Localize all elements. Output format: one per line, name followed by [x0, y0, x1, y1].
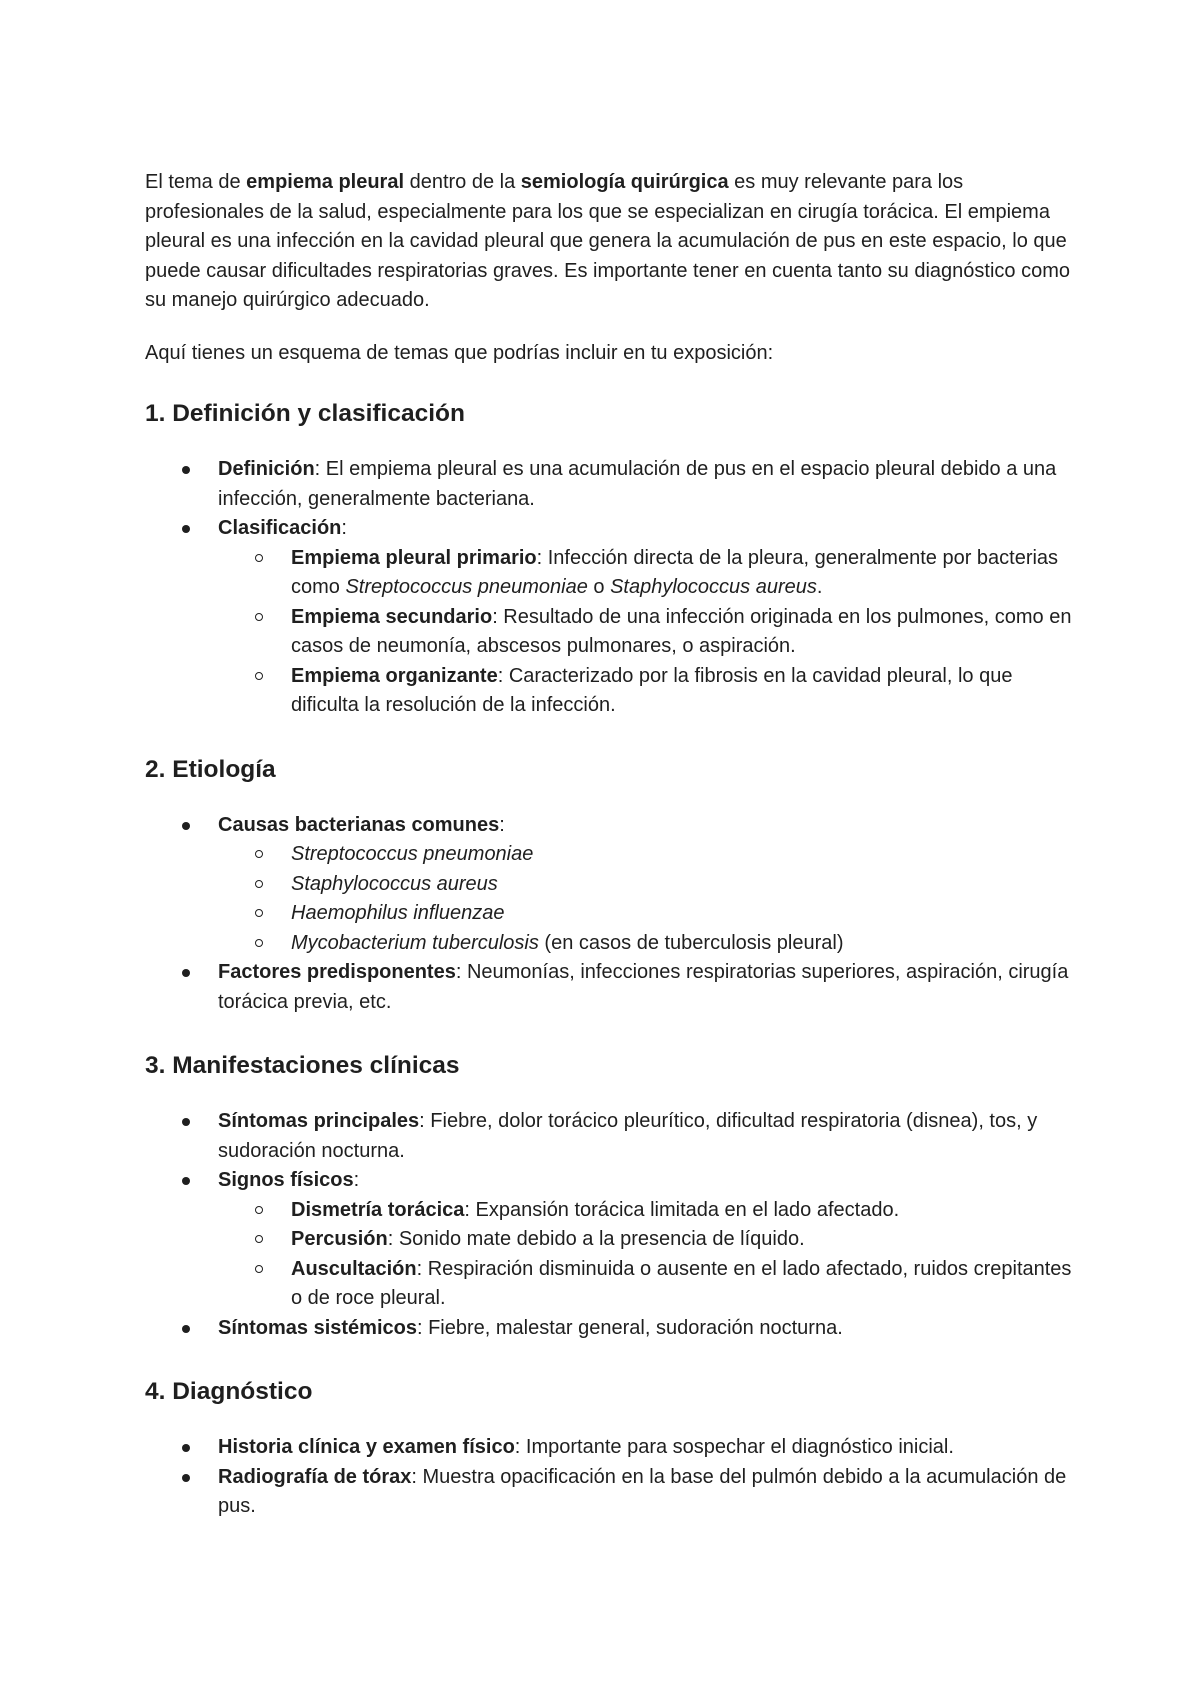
bullet-list — [145, 1433, 1075, 1522]
intro-bold-term: semiología quirúrgica — [520, 171, 729, 193]
bullet-list — [145, 811, 1075, 1018]
item-label: Empiema organizante — [291, 664, 498, 687]
section-heading-definicion: 1. Definición y clasificación — [145, 400, 465, 427]
intro-text: El tema de — [145, 171, 247, 193]
item-text: : Respiración disminuida o ausente en el lado afectado, ruidos crepitantes o de roce pleural. — [291, 1257, 1072, 1309]
item-label: Definición — [218, 458, 315, 480]
list-item — [218, 1463, 1075, 1522]
item-text: o — [587, 576, 611, 598]
sub-list-item — [291, 1196, 1075, 1226]
item-text: : Muestra opacificación en la base del pulmón debido a la acumulación de pus. — [218, 1465, 1067, 1517]
item-text: : — [341, 517, 347, 539]
item-label: Empiema secundario — [291, 605, 493, 628]
sub-list-item — [291, 662, 1075, 721]
sub-list — [218, 1196, 1075, 1314]
item-label: Auscultación — [291, 1257, 417, 1280]
bullet-list — [145, 1107, 1075, 1343]
item-text: : El empiema pleural es una acumulación de pus en el espacio pleural debido a una infección, generalmente bacteriana. — [218, 458, 1057, 510]
sub-list-item — [291, 840, 1075, 870]
item-text: : Sonido mate debido a la presencia de líquido. — [387, 1228, 805, 1250]
item-italic: Staphylococcus aureus — [291, 872, 498, 895]
item-italic: Streptococcus pneumoniae — [291, 843, 534, 865]
item-text: : Resultado de una infección originada en los pulmones, como en casos de neumonía, abscesos pulmonares, o aspiración. — [291, 605, 1072, 657]
section-heading-manifestaciones: 3. Manifestaciones clínicas — [145, 1052, 460, 1079]
section-heading-etiologia: 2. Etiología — [145, 755, 276, 783]
item-label: Síntomas sistémicos — [218, 1316, 417, 1339]
item-text: : Neumonías, infecciones respiratorias superiores, aspiración, cirugía torácica previa, etc. — [218, 961, 1069, 1013]
item-text: : Fiebre, malestar general, sudoración nocturna. — [416, 1316, 843, 1339]
intro-bold-term: empiema pleural — [246, 171, 405, 193]
item-text: : Infección directa de la pleura, generalmente por bacterias como — [291, 546, 1059, 598]
item-text: : Importante para sospechar el diagnóstico inicial. — [514, 1436, 954, 1458]
item-label: Historia clínica y examen físico — [218, 1436, 515, 1458]
sub-list-item — [291, 544, 1075, 603]
item-label: Empiema pleural primario — [291, 546, 537, 569]
item-label: Radiografía de tórax — [218, 1465, 412, 1488]
intro-text: dentro de la — [404, 171, 521, 193]
list-item — [218, 1433, 1075, 1463]
bullet-list — [145, 455, 1075, 721]
document-body — [145, 168, 1075, 1522]
list-item — [218, 1107, 1075, 1166]
item-label: Percusión — [291, 1228, 388, 1250]
item-label: Síntomas principales — [218, 1110, 420, 1132]
list-item — [218, 1314, 1075, 1344]
list-item — [218, 811, 1075, 959]
item-text: : — [353, 1169, 360, 1191]
item-text: : Caracterizado por la fibrosis en la cavidad pleural, lo que dificulta la resolución de la infección. — [291, 664, 1013, 716]
item-text: : Expansión torácica limitada en el lado afectado. — [464, 1198, 900, 1221]
item-text: . — [816, 576, 823, 598]
list-item — [218, 514, 1075, 721]
list-item — [218, 1166, 1075, 1314]
item-label: Signos físicos — [218, 1169, 354, 1191]
item-text: : — [499, 813, 505, 836]
sub-list — [218, 544, 1075, 721]
item-label: Clasificación — [218, 517, 342, 539]
intro-text: es muy relevante para los profesionales de la salud, especialmente para los que se especializan en cirugía torácica. El empiema pleural es una infección en la cavidad pleural que genera la acumulación de pus en este espacio, lo que puede causar dificultades respiratorias graves. Es importante tener en cuenta tanto su diagnóstico como su manejo quirúrgico adecuado. — [145, 171, 1070, 311]
sub-list-item — [291, 603, 1075, 662]
sub-list-item — [291, 870, 1075, 900]
item-italic: Streptococcus pneumoniae — [345, 576, 588, 598]
item-label: Factores predisponentes — [218, 961, 456, 983]
sub-list-item — [291, 1225, 1075, 1255]
sub-list-item — [291, 929, 1075, 959]
item-italic: Mycobacterium tuberculosis — [291, 931, 539, 954]
outline-intro: Aquí tienes un esquema de temas que podrías incluir en tu exposición: — [145, 341, 774, 364]
item-text: (en casos de tuberculosis pleural) — [538, 931, 844, 954]
sub-list — [218, 840, 1075, 958]
list-item — [218, 455, 1075, 514]
item-text: : Fiebre, dolor torácico pleurítico, dificultad respiratoria (disnea), tos, y sudoración nocturna. — [218, 1110, 1038, 1162]
sub-list-item — [291, 1255, 1075, 1314]
intro-paragraph — [145, 168, 1075, 316]
sub-list-item — [291, 899, 1075, 929]
item-italic: Haemophilus influenzae — [291, 902, 505, 924]
item-label: Causas bacterianas comunes — [218, 813, 500, 836]
section-heading-diagnostico: 4. Diagnóstico — [145, 1378, 313, 1405]
list-item — [218, 958, 1075, 1017]
item-label: Dismetría torácica — [291, 1198, 465, 1221]
item-italic: Staphylococcus aureus — [610, 576, 817, 598]
